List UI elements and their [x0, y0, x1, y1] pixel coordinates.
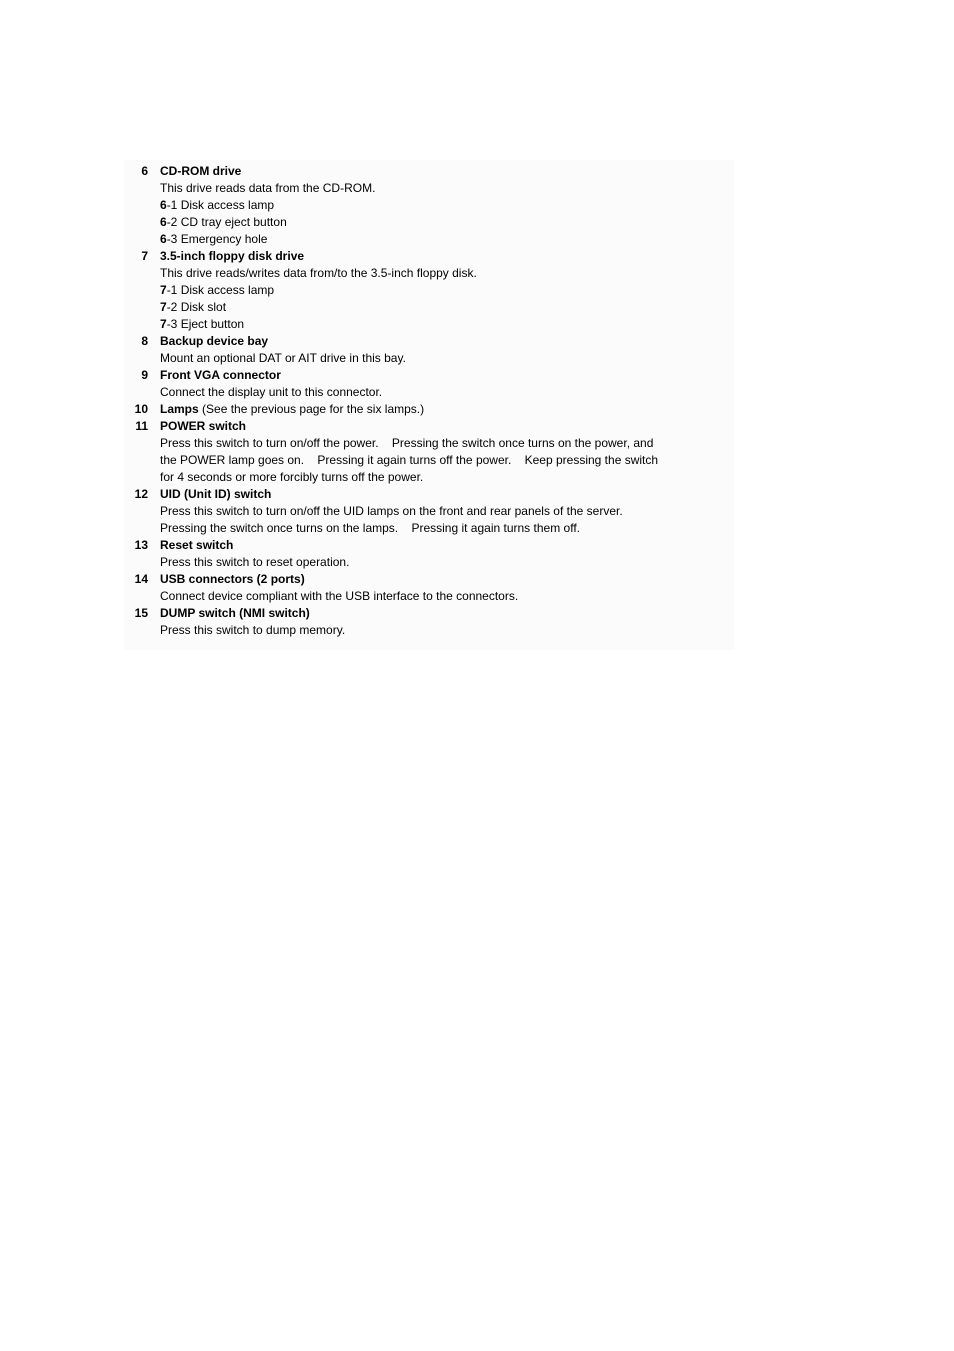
- entry-title: POWER switch: [160, 419, 247, 433]
- entry-title: Lamps: [160, 402, 199, 416]
- entry-cd-rom-drive: [128, 163, 728, 248]
- entry-description: This drive reads data from the CD-ROM.: [160, 181, 376, 195]
- entry-number: 10: [134, 402, 148, 416]
- entry-list: [128, 163, 728, 639]
- entry-number: 11: [135, 419, 148, 433]
- entry-description: This drive reads/writes data from/to the 3.5-inch floppy disk.: [160, 266, 477, 280]
- entry-title: 3.5-inch floppy disk drive: [160, 249, 305, 263]
- entry-floppy-disk-drive: [128, 248, 728, 333]
- entry-reset-switch: [128, 537, 728, 571]
- sub-item: 6-2 CD tray eject button: [160, 215, 287, 229]
- entry-number: 9: [141, 368, 148, 382]
- entry-usb-connectors: [128, 571, 728, 605]
- entry-description: Press this switch to turn on/off the power. Pressing the switch once turns on the power, and: [160, 436, 654, 450]
- entry-power-switch: [128, 418, 728, 486]
- entry-number: 12: [134, 487, 148, 501]
- entry-dump-switch: [128, 605, 728, 639]
- entry-description: Press this switch to turn on/off the UID lamps on the front and rear panels of the server.: [160, 504, 623, 518]
- entry-description: Connect the display unit to this connector.: [160, 385, 383, 399]
- entry-description: Connect device compliant with the USB interface to the connectors.: [160, 589, 519, 603]
- entry-description: Pressing the switch once turns on the lamps. Pressing it again turns them off.: [160, 521, 580, 535]
- sub-item: 7-2 Disk slot: [160, 300, 227, 314]
- entry-backup-device-bay: [128, 333, 728, 367]
- entry-number: 7: [141, 249, 148, 263]
- entry-title: Reset switch: [160, 538, 234, 552]
- entry-title: UID (Unit ID) switch: [160, 487, 272, 501]
- entry-number: 14: [134, 572, 148, 586]
- entry-description: Press this switch to reset operation.: [160, 555, 350, 569]
- entry-lamps: [128, 401, 728, 418]
- entry-description: the POWER lamp goes on. Pressing it again turns off the power. Keep pressing the switch: [160, 453, 659, 467]
- entry-number: 6: [141, 164, 148, 178]
- sub-item: 6-3 Emergency hole: [160, 232, 268, 246]
- entry-title: CD-ROM drive: [160, 164, 242, 178]
- entry-number: 13: [134, 538, 148, 552]
- sub-item: 6-1 Disk access lamp: [160, 198, 275, 212]
- entry-front-vga-connector: [128, 367, 728, 401]
- entry-description: for 4 seconds or more forcibly turns off the power.: [160, 470, 424, 484]
- entry-uid-switch: [128, 486, 728, 537]
- sub-item: 7-3 Eject button: [160, 317, 245, 331]
- entry-number: 15: [134, 606, 148, 620]
- sub-item: 7-1 Disk access lamp: [160, 283, 275, 297]
- entry-description: Mount an optional DAT or AIT drive in this bay.: [160, 351, 406, 365]
- entry-title: USB connectors (2 ports): [160, 572, 305, 586]
- entry-description: Press this switch to dump memory.: [160, 623, 346, 637]
- entry-title: Backup device bay: [160, 334, 269, 348]
- entry-title: Front VGA connector: [160, 368, 281, 382]
- entry-title: DUMP switch (NMI switch): [160, 606, 310, 620]
- entry-title-note: (See the previous page for the six lamps.): [198, 402, 425, 416]
- entry-number: 8: [141, 334, 148, 348]
